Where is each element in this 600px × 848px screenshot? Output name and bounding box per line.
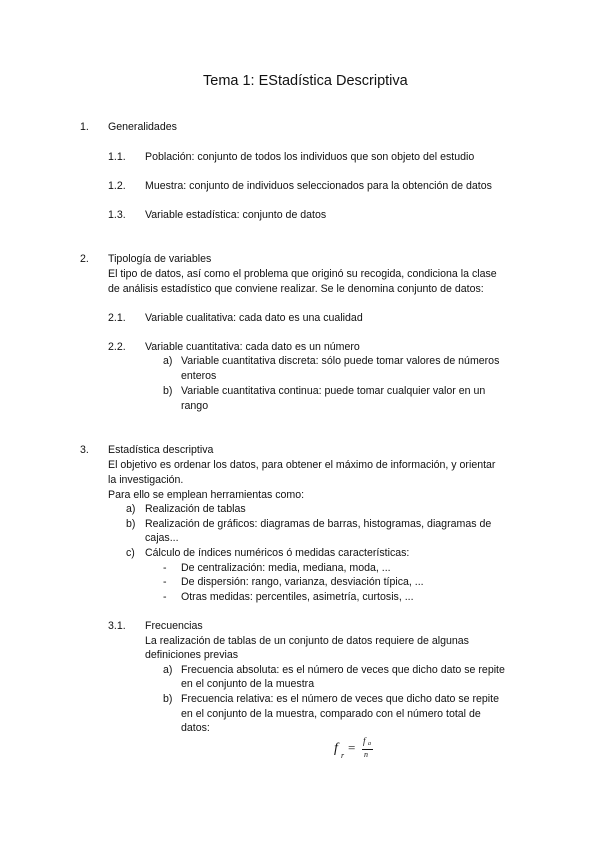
item-3-1-number: 3.1. [108, 620, 126, 632]
formula-numerator-subscript: a [368, 741, 371, 747]
item-2-1-number: 2.1. [108, 312, 126, 324]
formula-numerator: f [363, 736, 366, 746]
item-1-1-number: 1.1. [108, 151, 126, 163]
item-3-1-b-line2: en el conjunto de la muestra, comparado con el número total de [181, 708, 481, 720]
item-1-3-text: Variable estadística: conjunto de datos [145, 209, 327, 221]
bullet-dash: - [163, 591, 167, 603]
item-3-1-a-letter: a) [163, 664, 173, 676]
item-2-2-number: 2.2. [108, 341, 126, 353]
section-3-heading: Estadística descriptiva [108, 444, 214, 456]
formula-denominator: n [364, 750, 368, 759]
bullet-dispersion: De dispersión: rango, varianza, desviación típica, ... [181, 576, 424, 588]
item-2-1-text: Variable cualitativa: cada dato es una cualidad [145, 312, 363, 324]
section-3-b-line1: Realización de gráficos: diagramas de barras, histogramas, diagramas de [145, 518, 492, 530]
item-3-1-b-letter: b) [163, 693, 173, 705]
item-1-3-number: 1.3. [108, 209, 126, 221]
section-2-heading: Tipología de variables [108, 253, 212, 265]
section-3-b-letter: b) [126, 518, 136, 530]
item-2-2-b-letter: b) [163, 385, 173, 397]
formula-lhs-subscript: r [341, 751, 345, 760]
section-3-b-line2: cajas... [145, 532, 179, 544]
section-2-number: 2. [80, 253, 89, 265]
section-1-number: 1. [80, 121, 89, 133]
item-3-1-a-line1: Frecuencia absoluta: es el número de veces que dicho dato se repite [181, 664, 505, 676]
item-2-2-a-line1: Variable cuantitativa discreta: sólo puede tomar valores de números [181, 355, 500, 367]
item-3-1-heading: Frecuencias [145, 620, 203, 632]
formula-lhs: f [334, 741, 338, 756]
section-3-para-line2: la investigación. [108, 474, 184, 486]
item-2-2-a-line2: enteros [181, 370, 217, 382]
section-3-para-line3: Para ello se emplean herramientas como: [108, 489, 305, 501]
item-3-1-b-line3: datos: [181, 722, 210, 734]
item-1-2-number: 1.2. [108, 180, 126, 192]
item-3-1-para-line2: definiciones previas [145, 649, 239, 661]
item-2-2-b-line2: rango [181, 400, 209, 412]
page-title: Tema 1: EStadística Descriptiva [203, 73, 408, 89]
section-3-c-text: Cálculo de índices numéricos ó medidas características: [145, 547, 410, 559]
item-2-2-a-letter: a) [163, 355, 173, 367]
item-2-2-b-line1: Variable cuantitativa continua: puede tomar cualquier valor en un [181, 385, 486, 397]
section-3-a-text: Realización de tablas [145, 503, 246, 515]
relative-frequency-formula [334, 736, 384, 766]
section-2-intro-line1: El tipo de datos, así como el problema que originó su recogida, condiciona la clase [108, 268, 497, 280]
bullet-dash: - [163, 576, 167, 588]
bullet-dash: - [163, 562, 167, 574]
section-3-number: 3. [80, 444, 89, 456]
item-2-2-text: Variable cuantitativa: cada dato es un número [145, 341, 360, 353]
section-3-c-letter: c) [126, 547, 135, 559]
bullet-otras-medidas: Otras medidas: percentiles, asimetría, curtosis, ... [181, 591, 414, 603]
section-3-a-letter: a) [126, 503, 136, 515]
section-2-intro-line2: de análisis estadístico que conviene realizar. Se le denomina conjunto de datos: [108, 283, 484, 295]
item-1-2-text: Muestra: conjunto de individuos seleccionados para la obtención de datos [145, 180, 492, 192]
item-1-1-text: Población: conjunto de todos los individuos que son objeto del estudio [145, 151, 475, 163]
item-3-1-para-line1: La realización de tablas de un conjunto de datos requiere de algunas [145, 635, 469, 647]
section-3-para-line1: El objetivo es ordenar los datos, para obtener el máximo de información, y orientar [108, 459, 496, 471]
formula-equals: = [348, 740, 356, 755]
item-3-1-b-line1: Frecuencia relativa: es el número de veces que dicho dato se repite [181, 693, 499, 705]
bullet-centralizacion: De centralización: media, mediana, moda, ... [181, 562, 391, 574]
section-1-heading: Generalidades [108, 121, 177, 133]
item-3-1-a-line2: en el conjunto de la muestra [181, 678, 315, 690]
